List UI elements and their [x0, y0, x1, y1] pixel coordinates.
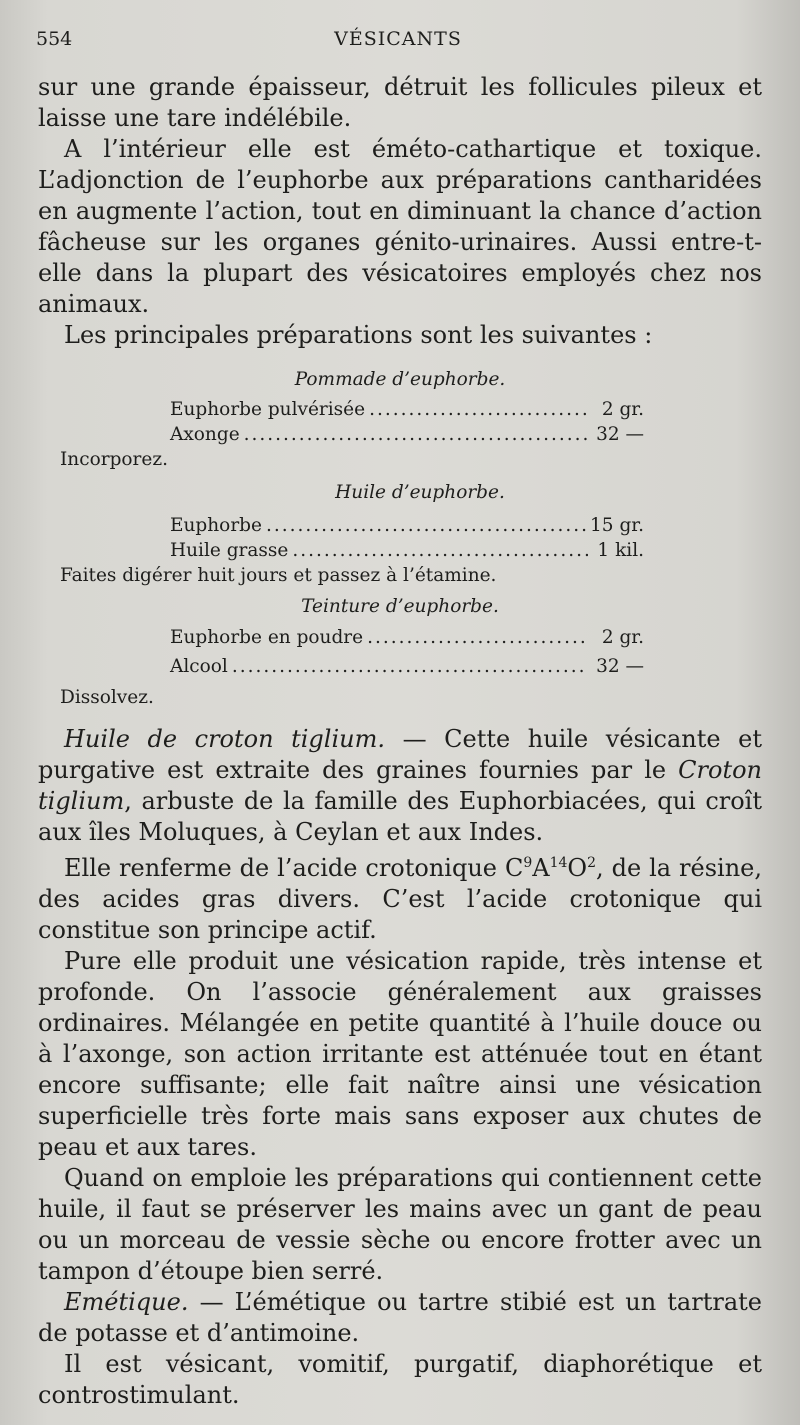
- recipe-teinture: [38, 594, 762, 710]
- recipe-ingredient: [170, 625, 644, 650]
- recipe-ingredient: [170, 513, 644, 538]
- recipe-ingredient: [170, 538, 644, 563]
- ingredient-quantity: 2 gr.: [601, 399, 644, 420]
- formula-exponent: 14: [549, 855, 568, 871]
- ingredient-name: Euphorbe: [170, 515, 262, 536]
- ingredient-quantity: 32 —: [596, 424, 644, 445]
- paragraph-preparations-intro: Les principales préparations sont les suivantes :: [64, 321, 653, 349]
- leader-dots: [367, 625, 588, 650]
- section-heading-emetique: Emétique.: [64, 1288, 189, 1316]
- ingredient-name: Alcool: [170, 656, 228, 677]
- page-number: 554: [36, 28, 73, 50]
- leader-dots: [369, 397, 588, 422]
- leader-dots: [244, 422, 588, 447]
- paragraph-continuation: sur une grande épaisseur, détruit les follicules pileux et laisse une tare indélébile.: [38, 73, 762, 132]
- recipe-ingredient: [170, 422, 644, 447]
- ingredient-name: Euphorbe en poudre: [170, 627, 364, 648]
- leader-dots: [266, 513, 586, 538]
- composition-text-rest: , de la résine, des acides gras divers. C’est l’acide crotonique qui constitue son principe actif.: [38, 854, 762, 944]
- recipe-title: Huile d’euphorbe.: [335, 482, 505, 503]
- formula-part: O: [567, 854, 588, 882]
- paragraph-croton-effects: Pure elle produit une vésication rapide, très intense et profonde. On l’associe généralement aux graisses ordinaires. Mélangée en petite quantité à l’huile douce ou à l’axonge, son action irritante est atténuée tout en étant encore suffisante; elle fait naître ainsi une vésication superficielle très forte mais sans exposer aux chutes de peau et aux tares.: [38, 947, 762, 1161]
- ingredient-quantity: 1 kil.: [597, 540, 644, 561]
- paragraph-croton-precautions: Quand on emploie les préparations qui contiennent cette huile, il faut se préserver les mains avec un gant de peau ou un morceau de vessie sèche ou encore frotter avec un tampon d’étoupe bien serré.: [38, 1164, 762, 1285]
- recipe-title: Teinture d’euphorbe.: [301, 596, 499, 617]
- page-header: [36, 28, 760, 62]
- leader-dots: [232, 654, 588, 679]
- paragraph-emetique-properties: Il est vésicant, vomitif, purgatif, diaphorétique et controstimulant.: [38, 1350, 762, 1409]
- recipe-ingredient: [170, 654, 644, 679]
- emetique-text: — L’émétique ou tartre stibié est un tartrate de potasse et d’antimoine.: [38, 1288, 762, 1347]
- running-title: VÉSICANTS: [334, 28, 462, 50]
- paragraph-internal-use: A l’intérieur elle est éméto-cathartique et toxique. L’adjonction de l’euphorbe aux préparations cantharidées en augmente l’action, tout en diminuant la chance d’action fâcheuse sur les organes génito-urinaires. Aussi entre-t-elle dans la plupart des vésicatoires employés chez nos animaux.: [38, 135, 762, 318]
- ingredient-name: Huile grasse: [170, 540, 289, 561]
- section-heading-croton: Huile de croton tiglium.: [64, 725, 385, 753]
- leader-dots: [292, 538, 588, 563]
- croton-species-name: Croton tiglium: [38, 756, 762, 815]
- croton-intro-rest: , arbuste de la famille des Euphorbiacées, qui croît aux îles Moluques, à Ceylan et aux Indes.: [38, 787, 762, 846]
- paragraph-croton-intro: [38, 724, 762, 848]
- ingredient-name: Axonge: [170, 424, 240, 445]
- ingredient-quantity: 15 gr.: [590, 515, 644, 536]
- formula-exponent: 2: [587, 855, 597, 871]
- recipe-ingredient: [170, 397, 644, 422]
- page-body: [38, 72, 762, 1411]
- ingredient-quantity: 32 —: [596, 656, 644, 677]
- recipe-instruction: Dissolvez.: [60, 687, 154, 708]
- ingredient-name: Euphorbe pulvérisée: [170, 399, 366, 420]
- recipe-title: Pommade d’euphorbe.: [294, 369, 506, 390]
- paragraph-emetique: [38, 1287, 762, 1349]
- recipe-instruction: Incorporez.: [60, 449, 168, 470]
- formula-exponent: 9: [523, 855, 533, 871]
- formula-part: A: [532, 854, 550, 882]
- paragraph-croton-composition: [38, 848, 762, 946]
- recipe-pommade: [38, 367, 762, 472]
- croton-intro-text: — Cette huile vésicante et purgative est extraite des graines fournies par le: [38, 725, 763, 784]
- composition-text: Elle renferme de l’acide crotonique C: [64, 854, 524, 882]
- ingredient-quantity: 2 gr.: [601, 627, 644, 648]
- recipe-instruction: Faites digérer huit jours et passez à l’étamine.: [60, 565, 497, 586]
- recipe-huile: [38, 480, 762, 588]
